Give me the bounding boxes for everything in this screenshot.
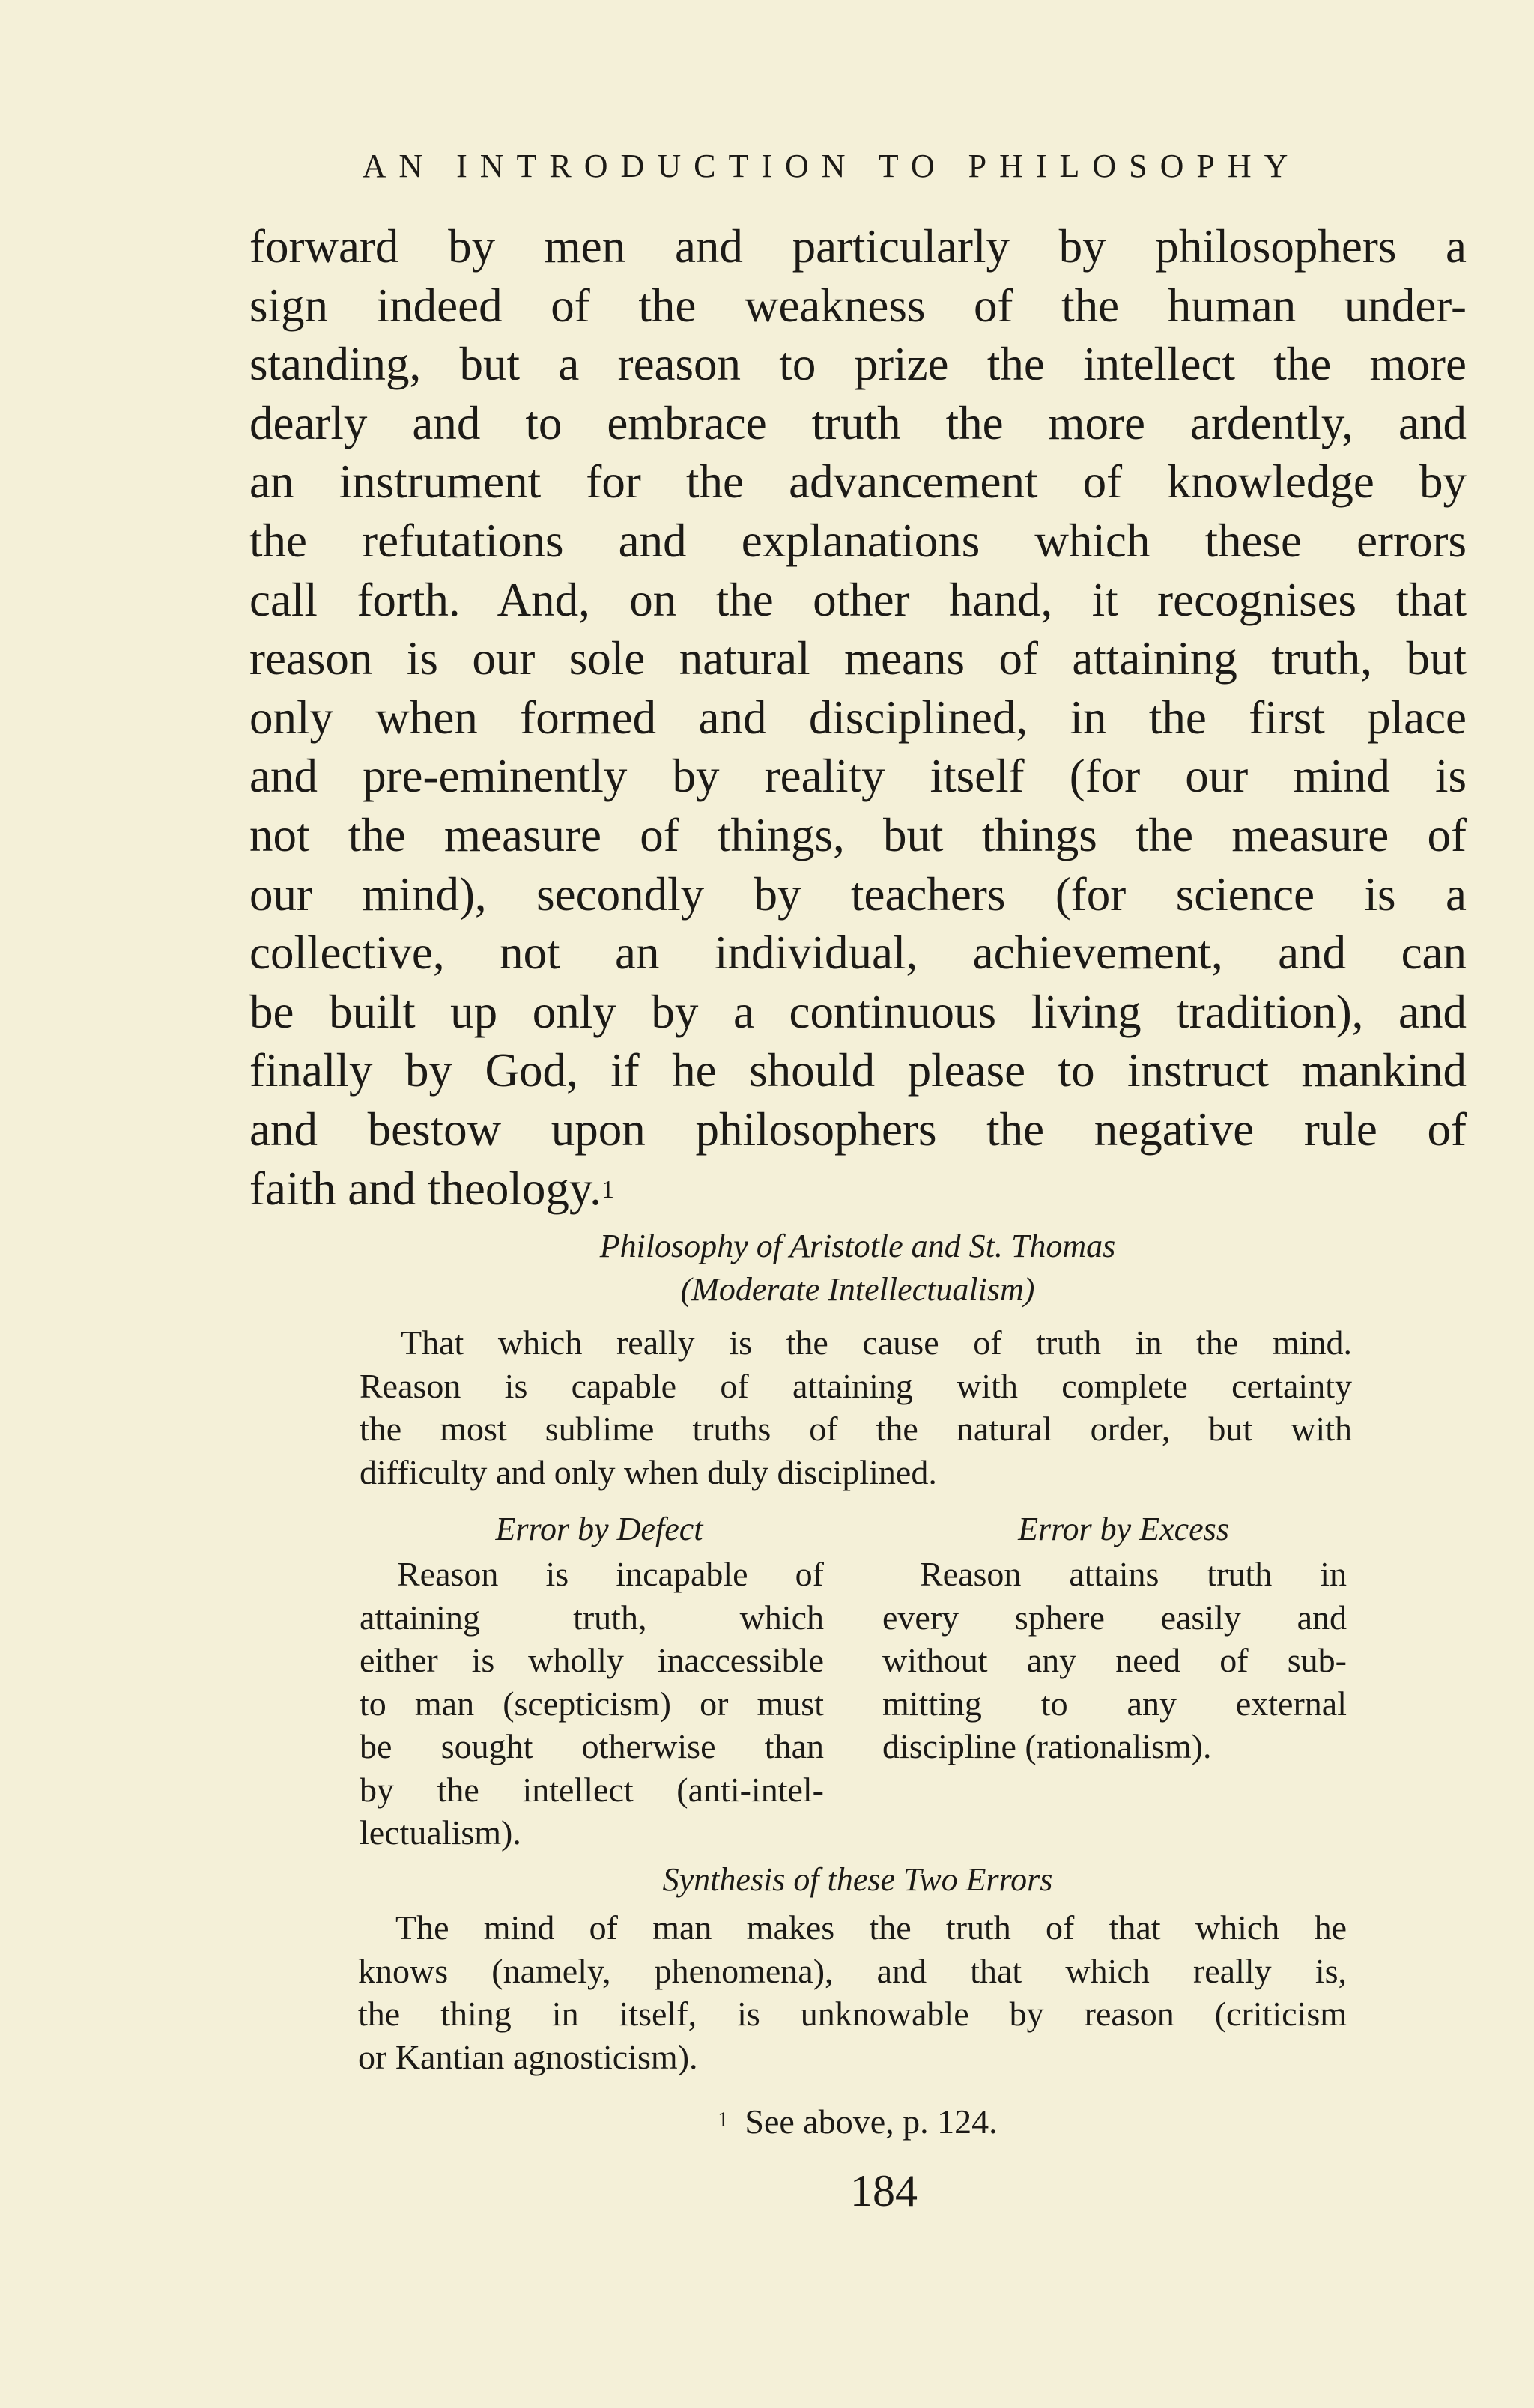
body-paragraph [249,217,1467,1218]
body-line: forward by men and particularly by philosophers a [249,220,1467,273]
body-line-text: faith and theology. [249,1162,602,1215]
body-line: standing, but a reason to prize the intellect the more [249,338,1467,391]
body-line: sign indeed of the weakness of the human under- [249,279,1467,332]
truth-line: the most sublime truths of the natural order, but with [360,1410,1352,1448]
excess-line: every sphere easily and [882,1598,1347,1637]
synthesis-text [358,1906,1347,2078]
table-subtitle: (Moderate Intellectualism) [680,1271,1035,1308]
body-line: not the measure of things, but things the measure of [249,808,1467,861]
body-line: and bestow upon philosophers the negative rule of [249,1103,1467,1156]
body-line: and pre-eminently by reality itself (for our mind is [249,750,1467,803]
defect-line: by the intellect (anti-intel- [360,1770,824,1809]
excess-line: mitting to any external [882,1684,1347,1723]
defect-line: attaining truth, which [360,1598,824,1637]
body-line: the refutations and explanations which these errors [249,514,1467,567]
defect-line: either is wholly inaccessible [360,1641,824,1679]
defect-line: be sought otherwise than [360,1727,824,1765]
table-title: Philosophy of Aristotle and St. Thomas [599,1228,1116,1264]
footnote [360,2099,1356,2144]
defect-line: lectualism). [360,1813,521,1852]
excess-line: without any need of sub- [882,1641,1347,1679]
running-head: AN INTRODUCTION TO PHILOSOPHY [362,148,1301,184]
body-line: only when formed and disciplined, in the first place [249,691,1467,744]
error-by-defect-title: Error by Defect [495,1511,703,1547]
body-line: dearly and to embrace truth the more ardently, and [249,396,1467,449]
defect-line: to man (scepticism) or must [360,1684,824,1723]
excess-line: Reason attains truth in [920,1555,1347,1593]
error-by-defect-text [360,1553,824,1854]
body-line: be built up only by a continuous living tradition), and [249,985,1467,1038]
body-line-last [249,1159,1467,1219]
body-line: our mind), secondly by teachers (for science is a [249,867,1467,921]
body-line: reason is our sole natural means of attaining truth, but [249,632,1467,685]
error-by-excess-title: Error by Excess [1018,1511,1229,1547]
body-line: finally by God, if he should please to instruct mankind [249,1044,1467,1097]
body-line: an instrument for the advancement of knowledge by [249,455,1467,509]
synthesis-line: The mind of man makes the truth of that which he [395,1908,1347,1947]
truth-line: Reason is capable of attaining with complete certainty [360,1366,1352,1405]
error-by-excess-text [882,1553,1347,1768]
synthesis-line: or Kantian agnosticism). [358,2037,698,2076]
footnote-reference: 1 [601,1175,615,1204]
page-number: 184 [850,2166,918,2216]
synthesis-line: the thing in itself, is unknowable by reason (criticism [358,1995,1347,2033]
synthesis-line: knows (namely, phenomena), and that which really is, [358,1951,1347,1990]
synthesis-title: Synthesis of these Two Errors [662,1861,1053,1898]
excess-line: discipline (rationalism). [882,1727,1212,1765]
footnote-text: See above, p. 124. [745,2102,998,2141]
defect-line: Reason is incapable of [397,1555,824,1593]
truth-statement [360,1321,1352,1493]
truth-line: difficulty and only when duly disciplined. [360,1452,937,1491]
truth-line: That which really is the cause of truth in the mind. [401,1323,1352,1362]
footnote-marker: 1 [718,2108,729,2132]
body-line: call forth. And, on the other hand, it recognises that [249,573,1467,626]
body-line: collective, not an individual, achievement, and can [249,926,1467,980]
